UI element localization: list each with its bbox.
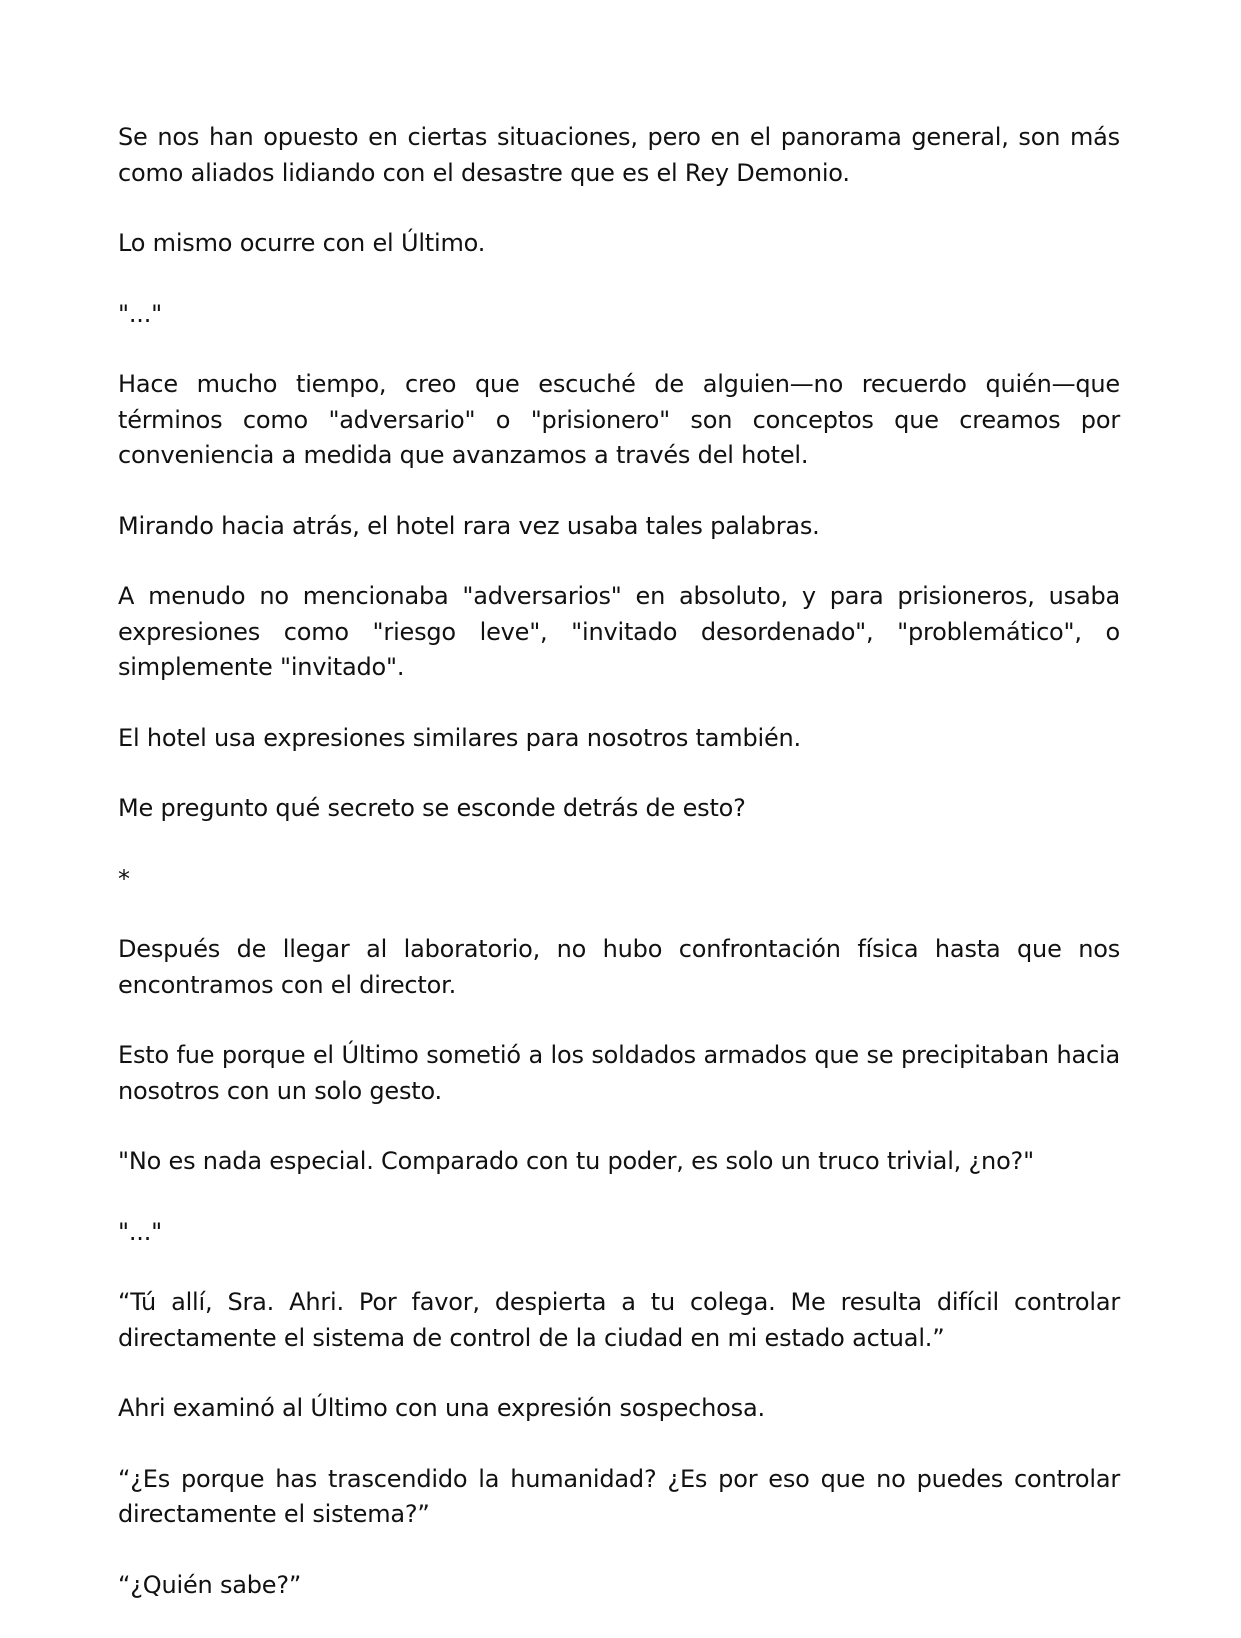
scene-break: * bbox=[118, 864, 130, 893]
paragraph-6: A menudo no mencionaba "adversarios" en absoluto, y para prisioneros, usaba expresiones como "riesgo leve", "invitado desordenado", "problemático", o simplemente "invitado". bbox=[118, 582, 1120, 681]
paragraph-7: El hotel usa expresiones similares para nosotros también. bbox=[118, 723, 801, 752]
paragraph-4: Hace mucho tiempo, creo que escuché de alguien—no recuerdo quién—que términos como "adversario" o "prisionero" son conceptos que creamos por conveniencia a medida que avanzamos a través del hotel. bbox=[118, 370, 1120, 469]
paragraph-2: Lo mismo ocurre con el Último. bbox=[118, 229, 486, 257]
paragraph-8: Me pregunto qué secreto se esconde detrás de esto? bbox=[118, 794, 746, 822]
paragraph-17: “¿Quién sabe?” bbox=[118, 1570, 302, 1599]
paragraph-5: Mirando hacia atrás, el hotel rara vez usaba tales palabras. bbox=[118, 511, 820, 540]
paragraph-1: Se nos han opuesto en ciertas situaciones, pero en el panorama general, son más como aliados lidiando con el desastre que es el Rey Demonio. bbox=[118, 123, 1120, 187]
paragraph-14: “Tú allí, Sra. Ahri. Por favor, despierta a tu colega. Me resulta difícil controlar directamente el sistema de control de la ciudad en mi estado actual.” bbox=[118, 1288, 1120, 1352]
paragraph-13: "..." bbox=[118, 1217, 162, 1246]
paragraph-15: Ahri examinó al Último con una expresión sospechosa. bbox=[118, 1394, 765, 1422]
paragraph-12: "No es nada especial. Comparado con tu poder, es solo un truco trivial, ¿no?" bbox=[118, 1147, 1034, 1175]
paragraph-3: "..." bbox=[118, 299, 162, 328]
document-body bbox=[118, 120, 1120, 1638]
paragraph-10: Después de llegar al laboratorio, no hubo confrontación física hasta que nos encontramos con el director. bbox=[118, 935, 1120, 999]
paragraph-11: Esto fue porque el Último sometió a los soldados armados que se precipitaban hacia nosotros con un solo gesto. bbox=[118, 1041, 1120, 1105]
paragraph-16: “¿Es porque has trascendido la humanidad? ¿Es por eso que no puedes controlar directamente el sistema?” bbox=[118, 1464, 1120, 1528]
